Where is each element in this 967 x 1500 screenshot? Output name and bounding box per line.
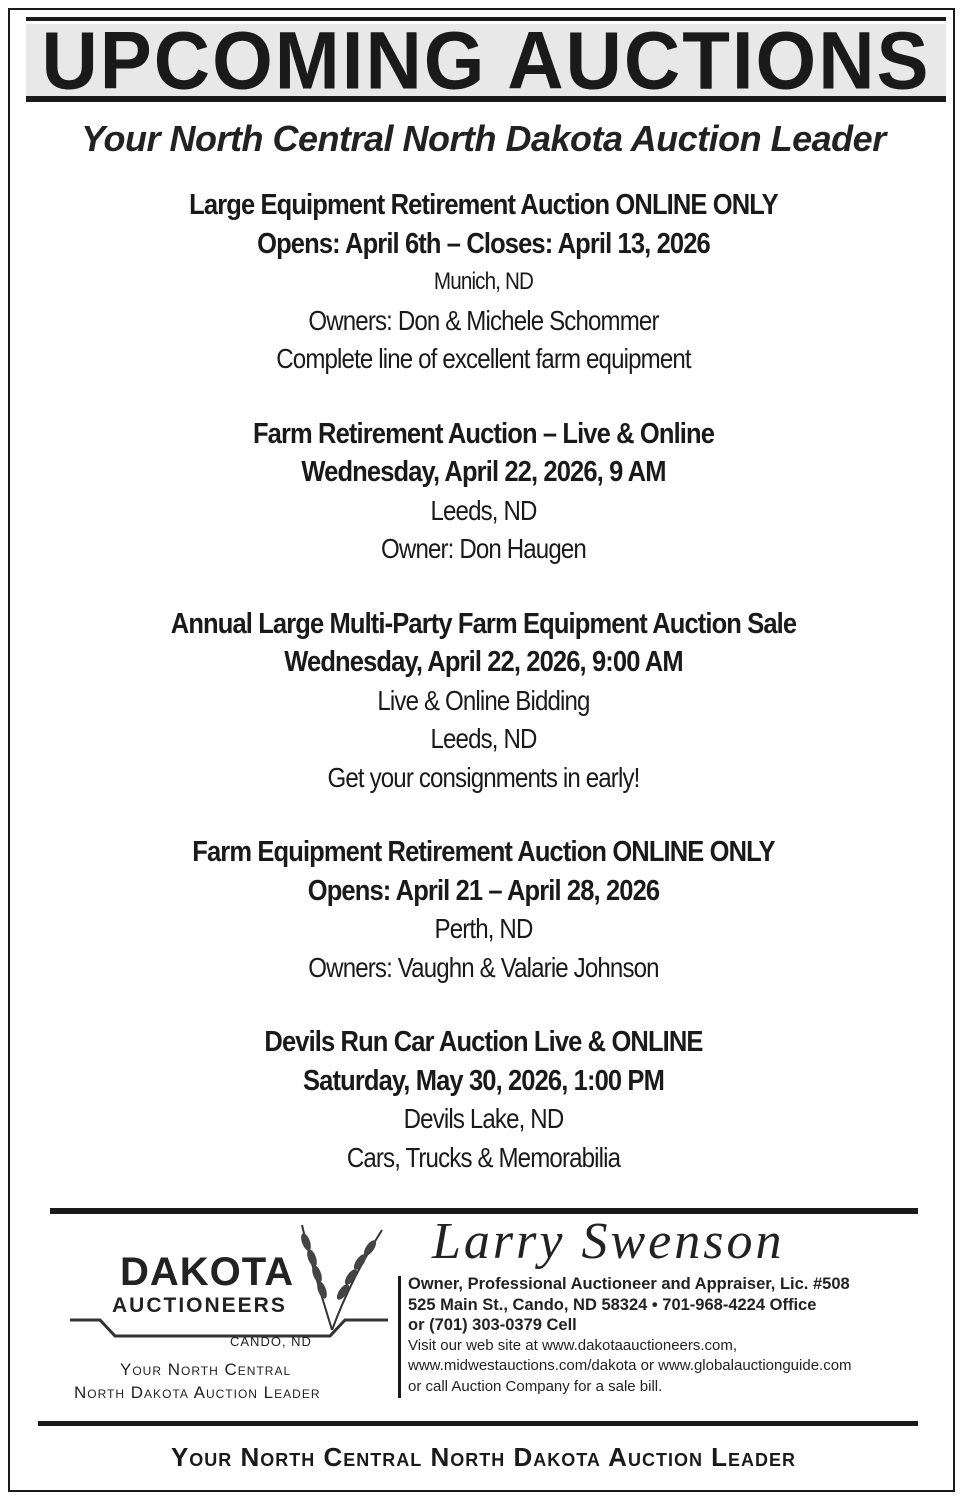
auction-date: Saturday, May 30, 2026, 1:00 PM	[303, 1064, 664, 1097]
auction-detail: Cars, Trucks & Memorabilia	[346, 1141, 621, 1173]
auction-title: Farm Retirement Auction – Live & Online	[252, 417, 715, 450]
auction-item	[30, 1023, 937, 1177]
banner	[26, 13, 946, 107]
contact-web1: Visit our web site at www.dakotaauctioneers.com,	[408, 1336, 738, 1354]
auction-location: Leeds, ND	[430, 723, 537, 754]
footer-tagline: Your North Central North Dakota Auction Leader	[170, 1442, 797, 1472]
auction-title: Farm Equipment Retirement Auction ONLINE ONLY	[192, 836, 775, 868]
auction-list	[30, 186, 937, 1213]
contact-cell: or (701) 303-0379 Cell	[408, 1316, 577, 1334]
auction-title: Large Equipment Retirement Auction ONLINE ONLY	[189, 189, 778, 221]
auction-date: Opens: April 6th – Closes: April 13, 2026	[257, 227, 710, 260]
auctioneer-name: Larry Swenson	[432, 1213, 785, 1270]
auction-detail: Complete line of excellent farm equipment	[276, 343, 691, 374]
auction-date: Wednesday, April 22, 2026, 9:00 AM	[284, 646, 683, 678]
logo-line2: AUCTIONEERS	[112, 1294, 287, 1317]
logo-line1: DAKOTA	[120, 1250, 295, 1294]
contact-web2: www.midwestauctions.com/dakota or www.globalauctionguide.com	[408, 1357, 852, 1374]
auction-detail: Live & Online Bidding	[377, 684, 590, 716]
contact-address: 525 Main St., Cando, ND 58324 • 701-968-4224 Office	[408, 1295, 817, 1314]
logo-tagline1: Your North Central	[120, 1360, 292, 1379]
contact-web3: or call Auction Company for a sale bill.	[408, 1377, 663, 1395]
auction-location: Munich, ND	[433, 268, 534, 295]
logo-location: CANDO, ND	[230, 1334, 312, 1349]
contact-divider	[398, 1276, 401, 1398]
contact-info	[408, 1274, 928, 1397]
auction-detail: Owners: Don & Michele Schommer	[308, 304, 659, 336]
logo-tagline2: North Dakota Auction Leader	[74, 1383, 321, 1402]
auction-title: Devils Run Car Auction Live & ONLINE	[264, 1026, 703, 1058]
auction-detail: Owners: Vaughn & Valarie Johnson	[308, 951, 659, 983]
contact-role: Owner, Professional Auctioneer and Appraiser, Lic. #508	[408, 1275, 850, 1293]
auction-item	[30, 415, 937, 569]
auction-detail: Owner: Don Haugen	[381, 533, 586, 564]
auction-detail: Get your consignments in early!	[327, 761, 640, 793]
auction-location: Leeds, ND	[430, 494, 537, 526]
auction-item	[30, 605, 937, 798]
auction-date: Opens: April 21 – April 28, 2026	[307, 874, 660, 907]
auction-title: Annual Large Multi-Party Farm Equipment Auction Sale	[170, 607, 797, 640]
auction-item	[30, 186, 937, 379]
auction-item	[30, 833, 937, 987]
auction-date: Wednesday, April 22, 2026, 9 AM	[301, 456, 666, 488]
dakota-auctioneers-logo	[70, 1220, 400, 1410]
tagline: Your North Central North Dakota Auction Leader	[81, 118, 886, 159]
auction-location: Devils Lake, ND	[403, 1103, 564, 1134]
banner-title: UPCOMING AUCTIONS	[41, 13, 931, 107]
auction-location: Perth, ND	[434, 913, 533, 944]
bottom-rule	[38, 1421, 918, 1426]
